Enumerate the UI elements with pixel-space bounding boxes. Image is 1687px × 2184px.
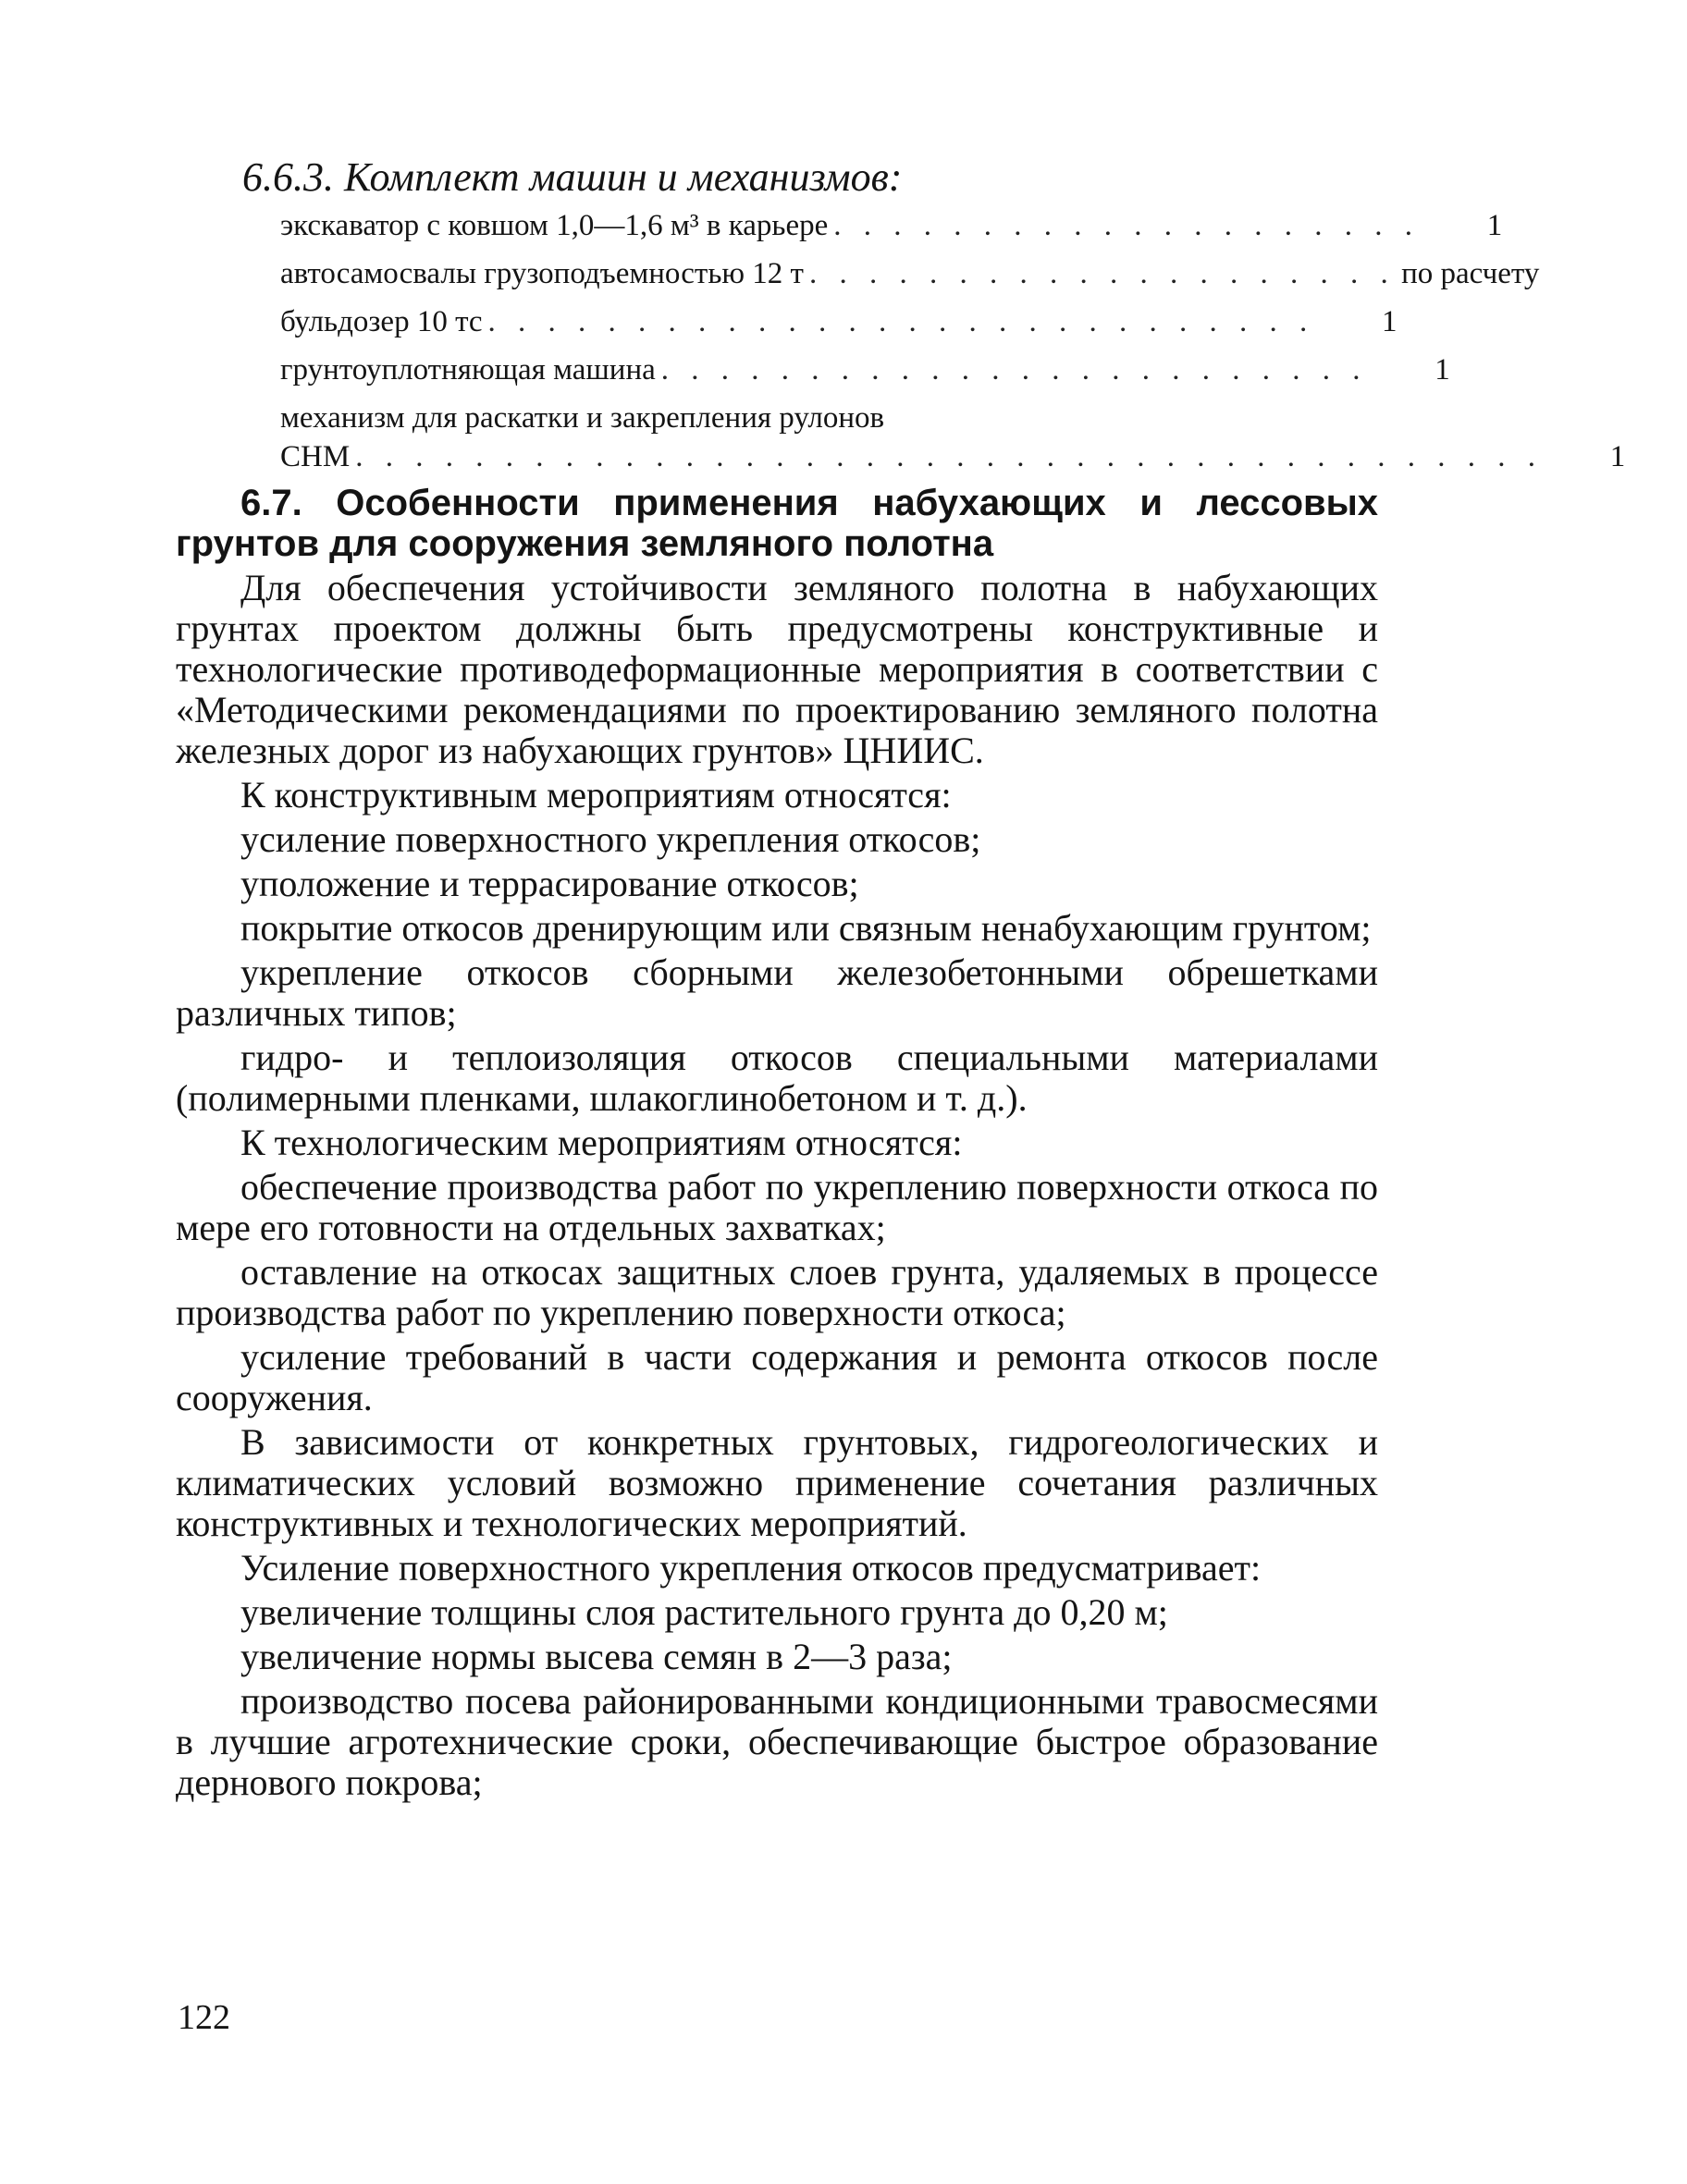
list-item: увеличение нормы высева семян в 2—3 раза; [240, 1636, 953, 1677]
equipment-name-continued: СНМ [280, 440, 351, 473]
equipment-name: грунтоуплотняющая машина [280, 353, 656, 386]
equipment-row [280, 298, 1398, 346]
leader-dots: . . . . . . . . . . . . . . . . . . . . . . . . [660, 353, 1368, 386]
leader-dots: . . . . . . . . . . . . . . . . . . . . . . . . . . . . . . . . . . . . . . . . [355, 440, 1543, 473]
equipment-list [280, 202, 1626, 473]
equipment-row [280, 346, 1450, 394]
list-item: укрепление откосов сборными железобетонными обрешетками различных типов; [176, 951, 1378, 1034]
equipment-name: экскаватор с ковшом 1,0—1,6 м³ в карьере [280, 209, 829, 242]
list-item: производство посева районированными кондиционными травосмесями в лучшие агротехнические сроки, обеспечивающие быстрое образование дернового покрова; [176, 1680, 1378, 1803]
equipment-name: бульдозер 10 тс [280, 305, 483, 338]
equipment-qty: 1 [1609, 440, 1626, 473]
list-item: обеспечение производства работ по укреплению поверхности откоса по мере его готовности на отдельных захватках; [176, 1166, 1378, 1248]
equipment-qty: 1 [1382, 305, 1398, 338]
leader-dots: . . . . . . . . . . . . . . . . . . . . [808, 257, 1396, 290]
page-number: 122 [178, 1998, 230, 2037]
leader-dots: . . . . . . . . . . . . . . . . . . . . [833, 209, 1421, 242]
leader-dots: . . . . . . . . . . . . . . . . . . . . . . . . . . . . [487, 305, 1315, 338]
equipment-row [280, 394, 1242, 433]
list-item: уположение и террасирование откосов; [240, 863, 859, 904]
list-item: гидро- и теплоизоляция откосов специальными материалами (полимерными пленками, шлакоглинобетоном и т. д.). [176, 1037, 1378, 1119]
equipment-name: автосамосвалы грузоподъемностью 12 т [280, 257, 804, 290]
equipment-qty: 1 [1486, 209, 1503, 242]
equipment-row [280, 202, 1503, 250]
section-heading: 6.7. Особенности применения набухающих и лессовых грунтов для сооружения земляного полотна [176, 483, 1378, 564]
equipment-row-continued [280, 433, 1626, 473]
paragraph: Усиление поверхностного укрепления откосов предусматривает: [240, 1547, 1262, 1589]
list-item: усиление требований в части содержания и ремонта откосов после сооружения. [176, 1336, 1378, 1418]
equipment-qty: по расчету [1401, 257, 1540, 290]
paragraph: К конструктивным мероприятиям относятся: [240, 774, 952, 816]
equipment-qty: 1 [1435, 353, 1450, 386]
section-title: 6.6.3. Комплект машин и механизмов: [242, 154, 903, 200]
list-item: увеличение толщины слоя растительного грунта до 0,20 м; [240, 1591, 1168, 1633]
main-text [176, 483, 1378, 1807]
list-item: усиление поверхностного укрепления откосов; [240, 818, 981, 860]
list-item: оставление на откосах защитных слоев грунта, удаляемых в процессе производства работ по укреплению поверхности откоса; [176, 1251, 1378, 1333]
paragraph: В зависимости от конкретных грунтовых, гидрогеологических и климатических условий возможно применение сочетания различных конструктивных и технологических мероприятий. [176, 1421, 1378, 1544]
paragraph: Для обеспечения устойчивости земляного полотна в набухающих грунтах проектом должны быть предусмотрены конструктивные и технологические противодеформационные мероприятия в соответствии с «Методическими рекомендациями по проектированию земляного полотна железных дорог из набухающих грунтов» ЦНИИС. [176, 567, 1378, 771]
list-item: покрытие откосов дренирующим или связным ненабухающим грунтом; [240, 907, 1372, 949]
equipment-name: механизм для раскатки и закрепления рулонов [280, 401, 885, 435]
equipment-row [280, 250, 1540, 298]
paragraph: К технологическим мероприятиям относятся: [240, 1122, 963, 1163]
